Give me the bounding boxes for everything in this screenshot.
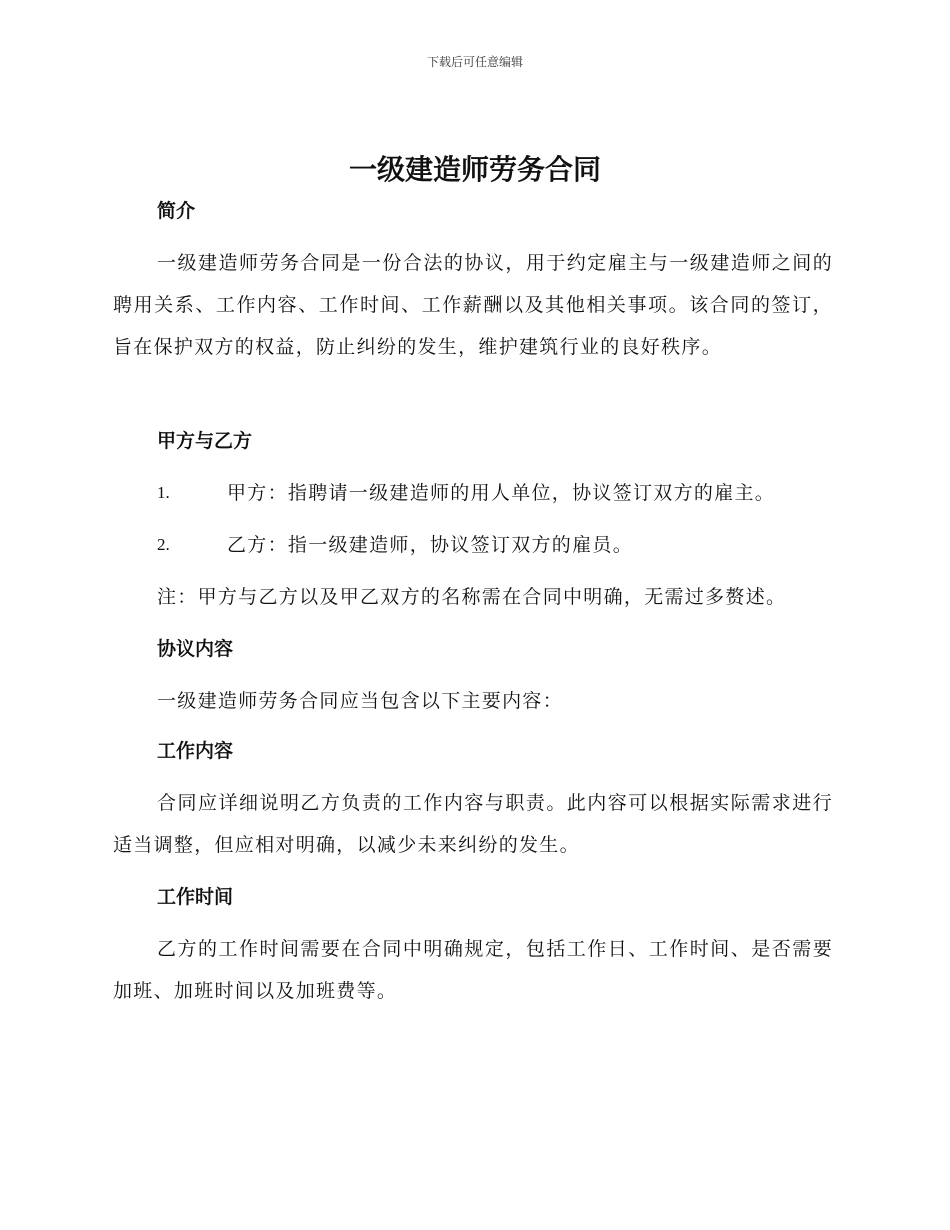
section-heading-work-content: 工作内容: [157, 740, 234, 762]
parties-note: 注：甲方与乙方以及甲乙双方的名称需在合同中明确，无需过多赘述。: [157, 586, 787, 608]
list-item-number: 2.: [157, 535, 170, 554]
document-title: 一级建造师劳务合同: [348, 153, 601, 186]
page-header-note: 下载后可任意编辑: [426, 55, 523, 69]
work-time-paragraph: 乙方的工作时间需要在合同中明确规定，包括工作日、工作时间、是否需要加班、加班时间以及加班费等。: [113, 938, 833, 1002]
section-heading-work-time: 工作时间: [157, 886, 234, 908]
section-heading-content: 协议内容: [157, 638, 234, 660]
section-heading-intro: 简介: [157, 200, 196, 222]
work-content-paragraph: 合同应详细说明乙方负责的工作内容与职责。此内容可以根据实际需求进行适当调整，但应相对明确，以减少未来纠纷的发生。: [113, 792, 833, 856]
intro-paragraph: 一级建造师劳务合同是一份合法的协议，用于约定雇主与一级建造师之间的聘用关系、工作内容、工作时间、工作薪酬以及其他相关事项。该合同的签订，旨在保护双方的权益，防止纠纷的发生，维护建筑行业的良好秩序。: [113, 252, 833, 358]
list-item-number: 1.: [157, 483, 170, 502]
list-item-text: 甲方：指聘请一级建造师的用人单位，协议签订双方的雇主。: [227, 482, 776, 504]
content-paragraph: 一级建造师劳务合同应当包含以下主要内容：: [157, 690, 564, 712]
list-item-text: 乙方：指一级建造师，协议签订双方的雇员。: [227, 534, 634, 556]
section-heading-parties: 甲方与乙方: [157, 430, 253, 452]
